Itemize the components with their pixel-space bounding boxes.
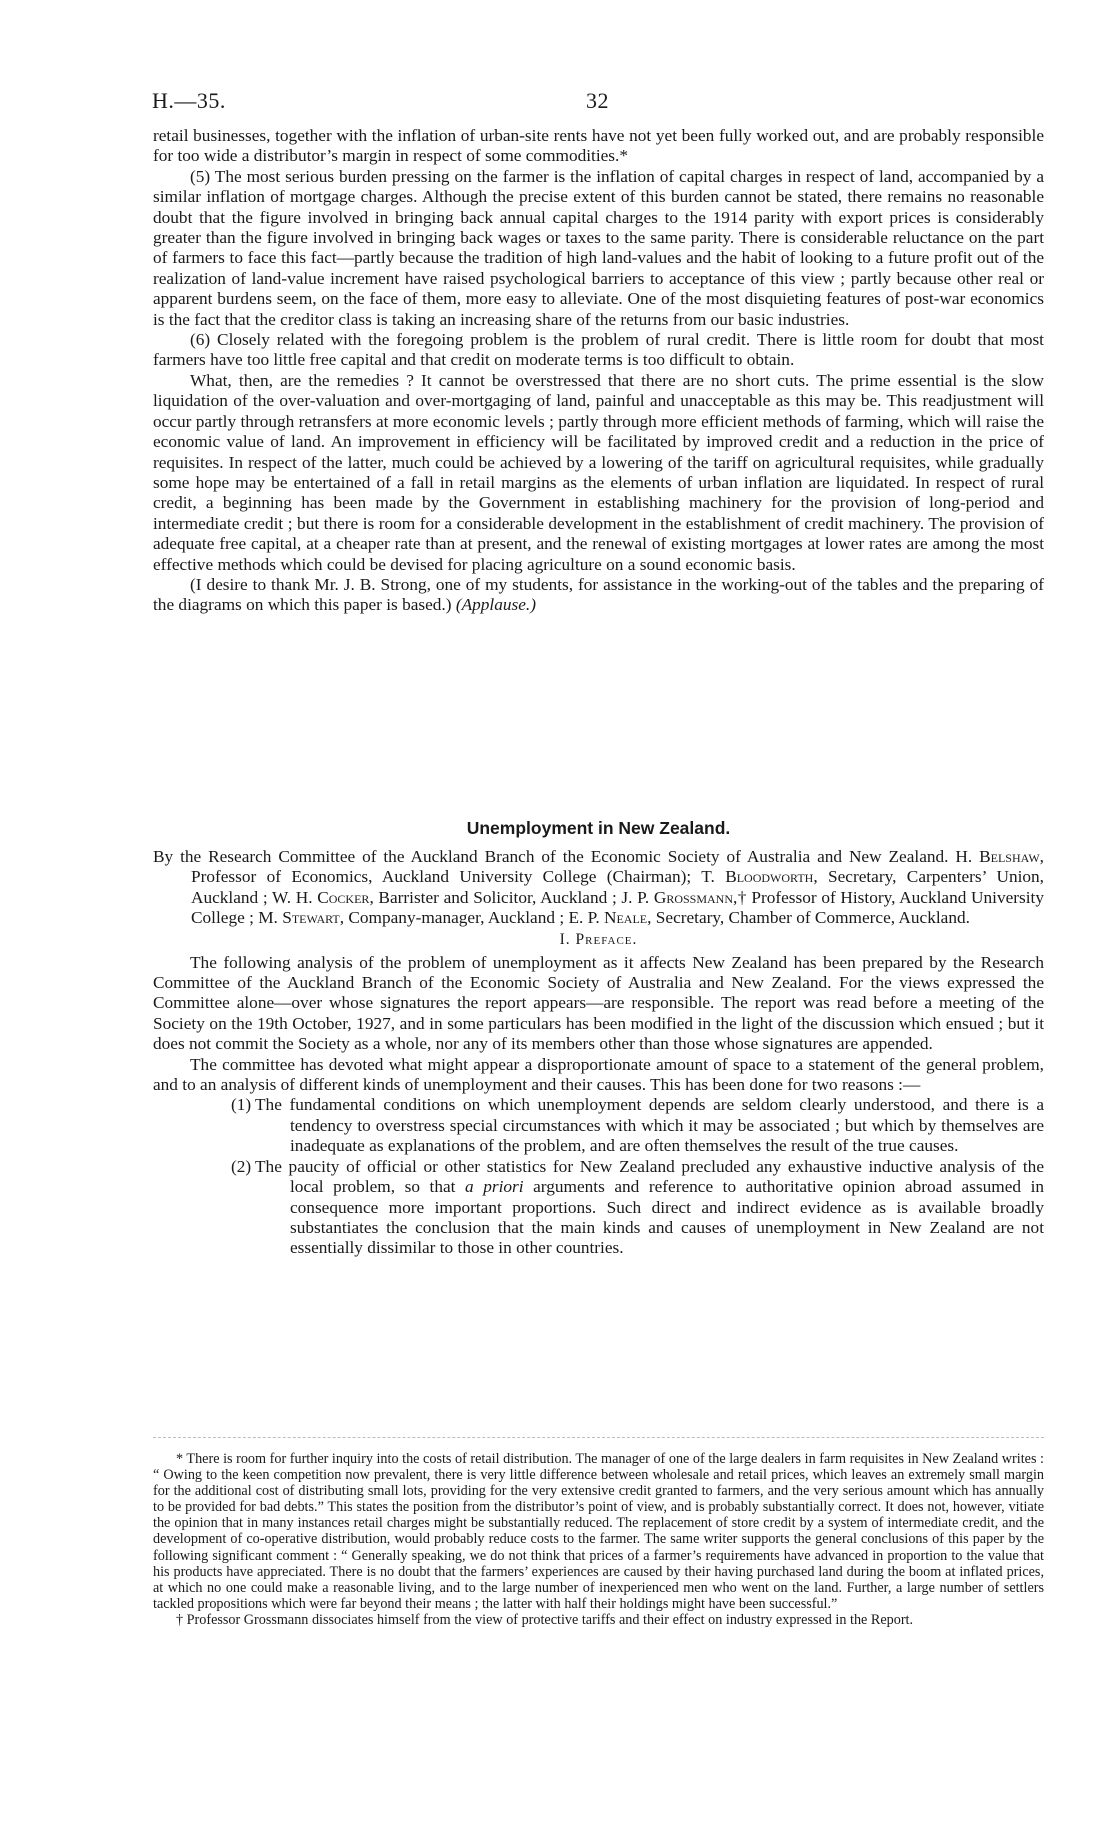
reason-item (153, 1095, 1044, 1156)
author-name: Cocker (317, 887, 370, 907)
applause-note: (Applause.) (455, 595, 536, 615)
byline-text: , Secretary, Carpenters’ Union, Auckland ; W. H. (191, 867, 1044, 907)
continuation-paragraph: retail businesses, together with the inflation of urban-site rents have not yet been fully worked out, and are probably responsible for too wide a distributor’s margin in respect of some commodities.* (153, 126, 1044, 166)
lower-text-block (153, 847, 1044, 1259)
footnote-star: * There is room for further inquiry into the costs of retail distribution. The manager of one of the large dealers in farm requisites in New Zealand writes : “ Owing to the keen competition now prevalent, there is very little difference between wholesale and retail prices, which leaves an extremely small margin for the additional cost of distributing small lots, providing for the very extensive credit granted to farmers, and the very serious amount which has annually to be provided for bad debts.” This states the position from the distributor’s point of view, and is probably substantially correct. It does not, however, vitiate the opinion that in many instances retail charges might be substantially reduced. The replacement of store credit by a system of intermediate credit, and the development of co-operative distribution, would probably reduce costs to the farmer. The same writer supports the general conclusions of this paper by the following significant comment : “ Generally speaking, we do not think that prices of a farmer’s requirements have advanced in proportion to the value that his products have appreciated. There is no doubt that the farmers’ experiences are caused by their having purchased land during the boom at inflated prices, at which no one could make a reasonable living, and to the large number of inexperienced men who went on the land. Further, a large number of settlers tackled propositions which were far beyond their means ; the latter with half their holdings might have been successful.” (153, 1451, 1044, 1612)
footnote-divider (153, 1437, 1044, 1438)
byline-text: By the Research Committee of the Auckland Branch of the Economic Society of Australia and New Zealand. H. (153, 847, 980, 866)
reason-number: (1) (231, 1095, 252, 1115)
article-title: Unemployment in New Zealand. (466, 818, 731, 838)
section-heading: I. Preface. (559, 930, 638, 948)
reason-text (255, 1157, 1044, 1259)
byline-text: , Secretary, Chamber of Commerce, Auckland. (647, 908, 970, 928)
reason-text (255, 1095, 1044, 1156)
preface-paragraph-2: The committee has devoted what might appear a disproportionate amount of space to a statement of the general problem, and to an analysis of different kinds of unemployment and their causes. This has been done for two reasons :— (153, 1054, 1044, 1095)
byline-text: , Professor of Economics, Auckland University College (Chairman); T. (191, 847, 1044, 887)
reason-number: (2) (231, 1156, 252, 1176)
paragraph-6: (6) Closely related with the foregoing problem is the problem of rural credit. There is little room for doubt that most farmers have too little free capital and that credit on moderate terms is too difficult to obtain. (153, 330, 1044, 370)
remedies-paragraph: What, then, are the remedies ? It cannot be overstressed that there are no short cuts. The prime essential is the slow liquidation of the over-valuation and over-mortgaging of land, painful and unacceptable as this may be. This readjustment will occur partly through retransfers at more economic levels ; partly through more efficient methods of farming, which will raise the economic value of land. An improvement in efficiency will be facilitated by improved credit and a reduction in the price of requisites. In respect of the latter, much could be achieved by a lowering of the tariff on agricultural requisites, while gradually some hope may be entertained of a fall in retail margins as the elements of urban inflation are liquidated. In respect of rural credit, a beginning has been made by the Government in establishing machinery for the provision of long-period and intermediate credit ; but there is room for a considerable development in the establishment of credit machinery. The provision of adequate free capital, at a cheaper rate than at present, and the renewal of existing mortgages at lower rates are among the most effective methods which could be devised for placing agriculture on a sound economic basis. (153, 370, 1044, 574)
author-name: Bloodworth (725, 867, 814, 887)
acknowledgement-paragraph (153, 575, 1044, 616)
author-name: Grossmann (653, 887, 734, 907)
latin-phrase: a priori (465, 1177, 524, 1197)
upper-text-block (153, 126, 1044, 616)
preface-paragraph-1: The following analysis of the problem of unemployment as it affects New Zealand has been prepared by the Research Committee of the Auckland Branch of the Economic Society of Australia and New Zealand. For the views expressed the Committee alone—over whose signatures the report appears—are responsible. The report was read before a meeting of the Society on the 19th October, 1927, and in some particulars has been modified in the light of the discussion which ensued ; but it does not commit the Society as a whole, nor any of its members other than those whose signatures are appended. (153, 952, 1044, 1054)
page-number: 32 (586, 88, 609, 113)
reason-text-part: arguments and reference to authoritative opinion abroad assumed in consequence more important proportions. Such direct and indirect evidence as is available broadly substantiates the conclusion that the main kinds and causes of unemployment in New Zealand are not essentially dissimilar to those in other countries. (290, 1177, 1045, 1258)
byline (153, 847, 1044, 929)
byline-text: , Company-manager, Auckland ; E. P. (339, 908, 604, 928)
author-name: Neale (604, 908, 648, 928)
paragraph-5: (5) The most serious burden pressing on the farmer is the inflation of capital charges in respect of land, accompanied by a similar inflation of mortgage charges. Although the precise extent of this burden cannot be stated, there remains no reasonable doubt that the figure involved in bringing back annual capital charges to the 1914 parity with export prices is considerably greater than the figure involved in bringing back wages or taxes to the same parity. There is considerable reluctance on the part of farmers to face this fact—partly because the tradition of high land-values and the habit of looking to a future profit out of the realization of land-value increment have raised psychological barriers to acceptance of this view ; partly because other real or apparent burdens seem, on the face of them, more easy to alleviate. One of the most disquieting features of post-war economics is the fact that the creditor class is taking an increasing share of the returns from our basic industries. (153, 166, 1044, 329)
reason-text-part: The fundamental conditions on which unemployment depends are seldom clearly understood, and there is a tendency to overstress special circumstances with which it may be associated ; but which by themselves are inadequate as explanations of the problem, and are often themselves the result of the true causes. (255, 1095, 1044, 1156)
acknowledgement-text: (I desire to thank Mr. J. B. Strong, one of my students, for assistance in the working-out of the tables and the preparing of the diagrams on which this paper is based.) (153, 574, 1044, 615)
reason-item (153, 1157, 1044, 1259)
reason-text-part: The paucity of official or other statistics for New Zealand precluded any exhaustive inductive analysis of the local problem, so that (255, 1156, 1044, 1197)
byline-text: , Barrister and Solicitor, Auckland ; J. P. (369, 887, 654, 907)
footnotes (153, 1451, 1044, 1628)
author-name: Stewart (282, 908, 340, 928)
document-code: H.—35. (152, 88, 226, 113)
footnote-dagger: † Professor Grossmann dissociates himself from the view of protective tariffs and their effect on industry expressed in the Report. (176, 1611, 914, 1628)
byline-text: ,† Professor of History, Auckland University College ; M. (191, 887, 1044, 928)
author-name: Belshaw (979, 847, 1040, 866)
